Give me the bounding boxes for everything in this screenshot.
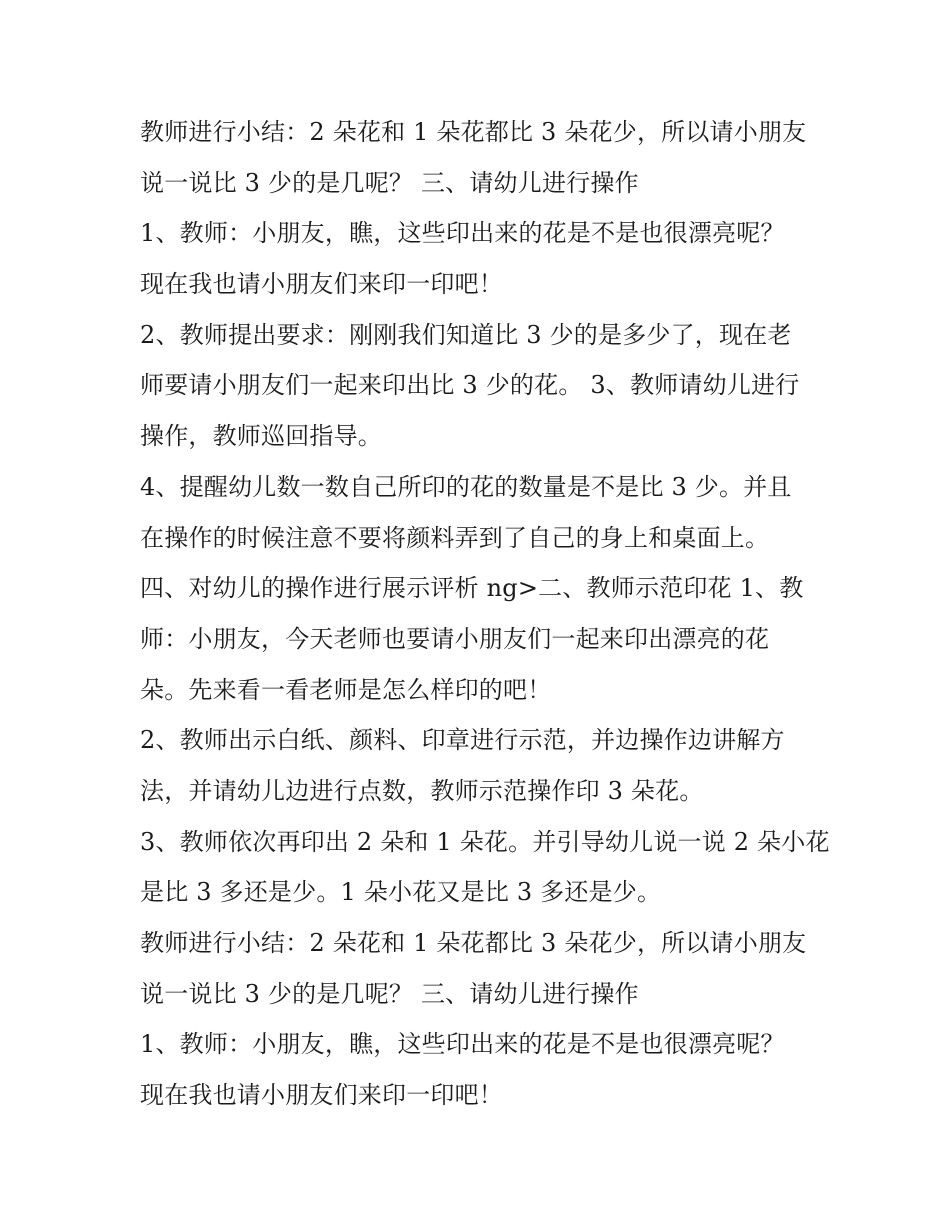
text-line: 操作，教师巡回指导。 — [140, 422, 382, 451]
text-line: 说一说比 3 少的是几呢？ 三、请幼儿进行操作 — [140, 979, 639, 1008]
text-line: 1、教师：小朋友，瞧，这些印出来的花是不是也很漂亮呢？ — [140, 219, 785, 248]
text-line: 教师进行小结：2 朵花和 1 朵花都比 3 朵花少，所以请小朋友 — [140, 929, 807, 957]
document-body — [140, 107, 830, 1121]
text-line: 教师进行小结：2 朵花和 1 朵花都比 3 朵花少，所以请小朋友 — [140, 118, 807, 146]
text-line: 3、教师依次再印出 2 朵和 1 朵花。并引导幼儿说一说 2 朵小花 — [140, 827, 830, 856]
text-line: 2、教师出示白纸、颜料、印章进行示范，并边操作边讲解方 — [140, 726, 785, 755]
text-line: 师要请小朋友们一起来印出比 3 少的花。 3、教师请幼儿进行 — [140, 371, 800, 400]
text-line: 1、教师：小朋友，瞧，这些印出来的花是不是也很漂亮呢？ — [140, 1030, 785, 1059]
text-line: 师：小朋友，今天老师也要请小朋友们一起来印出漂亮的花 — [140, 624, 770, 653]
text-line: 四、对幼儿的操作进行展示评析 ng>二、教师示范印花 1、教 — [140, 574, 804, 603]
text-line: 现在我也请小朋友们来印一印吧！ — [140, 1081, 503, 1110]
text-line: 朵。先来看一看老师是怎么样印的吧！ — [140, 675, 552, 704]
text-line: 4、提醒幼儿数一数自己所印的花的数量是不是比 3 少。并且 — [140, 472, 792, 501]
text-line: 说一说比 3 少的是几呢？ 三、请幼儿进行操作 — [140, 168, 639, 197]
text-line: 2、教师提出要求：刚刚我们知道比 3 少的是多少了，现在老 — [140, 320, 792, 349]
text-line: 在操作的时候注意不要将颜料弄到了自己的身上和桌面上。 — [140, 523, 770, 552]
text-line: 是比 3 多还是少。1 朵小花又是比 3 多还是少。 — [140, 878, 662, 907]
text-line: 法，并请幼儿边进行点数，教师示范操作印 3 朵花。 — [140, 776, 704, 805]
text-line: 现在我也请小朋友们来印一印吧！ — [140, 270, 503, 299]
